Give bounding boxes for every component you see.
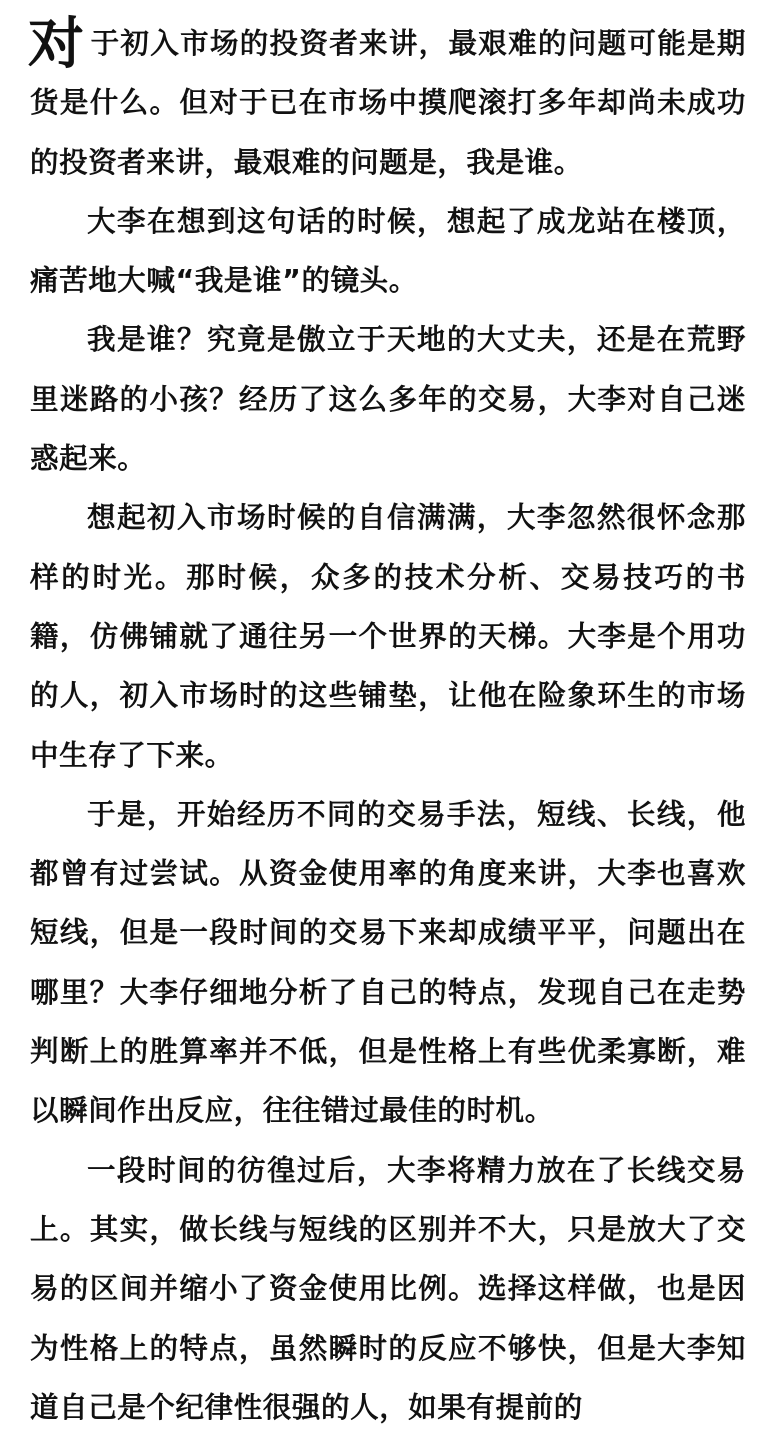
paragraph-6: 一段时间的彷徨过后，大李将精力放在了长线交易上。其实，做长线与短线的区别并不大，只是放大了交易的区间并缩小了资金使用比例。选择这样做，也是因为性格上的特点，虽然瞬时的反应不够快，但是大李知道自己是个纪律性很强的人，如果有提前的 [30,1153,746,1424]
paragraph-5: 于是，开始经历不同的交易手法，短线、长线，他都曾有过尝试。从资金使用率的角度来讲，大李也喜欢短线，但是一段时间的交易下来却成绩平平，问题出在哪里？大李仔细地分析了自己的特点，发现自己在走势判断上的胜算率并不低，但是性格上有些优柔寡断，难以瞬间作出反应，往往错过最佳的时机。 [30,797,746,1128]
paragraph-3: 我是谁？究竟是傲立于天地的大丈夫，还是在荒野里迷路的小孩？经历了这么多年的交易，大李对自己迷惑起来。 [30,323,746,476]
article-body [28,11,746,1437]
paragraph-4: 想起初入市场时候的自信满满，大李忽然很怀念那样的时光。那时候，众多的技术分析、交易技巧的书籍，仿佛铺就了通往另一个世界的天梯。大李是个用功的人，初入市场时的这些铺垫，让他在险象环生的市场中生存了下来。 [30,501,746,772]
paragraph-2: 大李在想到这句话的时候，想起了成龙站在楼顶，痛苦地大喊“我是谁”的镜头。 [30,204,746,298]
paragraph-1-text: 于初入市场的投资者来讲，最艰难的问题可能是期货是什么。但对于已在市场中摸爬滚打多年却尚未成功的投资者来讲，最艰难的问题是，我是谁。 [30,27,746,179]
paragraph-1 [28,11,746,192]
drop-cap: 对 [28,11,85,77]
